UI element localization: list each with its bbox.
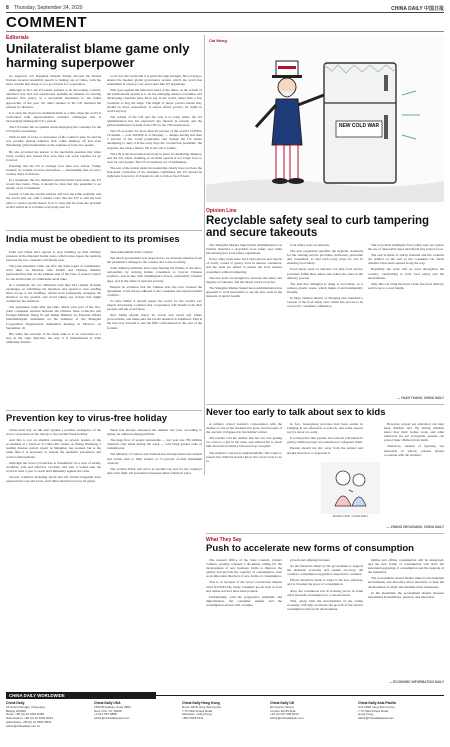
paragraph: The Ministry of Culture and Tourism has already instructed cultural and tourist sites to limit visitors at 75 percent of their maximum capacity. [107,452,202,465]
paragraph: China must stay on full alert against a possible resurgence of the novel coronavirus in the run-up to the Golden Week holiday. [6,428,101,437]
footer-line: Unit 1818, Hing Wai Centre, [358,704,396,709]
paragraph: The reform of the UN and the way it is today where the US administration has not expressed any interest in reform, and the global multilateral system at the UN for the 75th anniversary. [107,114,202,128]
sex-education-illustration [321,462,380,514]
prevention-body-col2 [107,428,202,686]
story-divider [206,533,444,534]
paragraph: Some Indian politicians have been fanning the flames of the ultra-nationalists by inciting Indian consumers to boycott Chinese products, and in line with Washington's moves, particularly Chinese apps, and in the name of national security. [107,266,202,283]
paragraph: To New Delhi: it should assure the world for the world's two largest developing countries that cooperation will benefit both their peoples and the world more. [107,298,202,312]
never-body-col1 [206,422,282,522]
editorial-headline: Unilateralist blame game only harming superpower [6,41,190,70]
opinion-kicker: Opinion Line [206,208,237,214]
paragraph: food safety seals on takeouts. [290,243,330,247]
push-body-col2 [287,558,363,686]
header-rule [6,12,444,13]
paragraph: The government should further improve the business environment and introduce more measures to help the development of small and medium-sized businesses. [368,576,444,589]
paragraph: The huge flow of people nationwide — last year saw 782 million domestic trips made during the week — will bring greater risks of transmission. [107,438,202,451]
recycle-body-col3 [368,243,444,393]
footer-line: +44 (0) 207 398 8270 [270,712,299,717]
paragraph: Sooner or later the world's nations will face the same problem, and the world will say with a united voice that the UN is still the best place to resolve global issues. So it is clear that he treats the problem as that which he is to blame everybody else for. [6,192,101,209]
footer-line: editor@chinadailyasia.com [358,716,394,721]
paragraph: However, proper sex education can help keep children safe. By letting children know how their bodies work, and what behaviors are not acceptable, parents can protect their children from harm. [384,422,444,443]
paragraph: Therefore, instead of ignoring sex education in school, parents should cooperate with the teachers. [384,444,444,457]
paragraph: The US leader felt no qualms about displaying his contempt for the UN and its resolutions. [6,125,101,134]
paragraph: New Delhi should honor its words and avoid any future provocations, and make sure the border situation is stabilized. That is the best way forward to end the fifth confrontation in the area of the frontier. [107,313,202,330]
paragraph: It is important that parents and schools join hands in giving children proper sex education to safeguard them. [287,436,363,445]
paragraph: The Modi government was suspected to be drawing attention from the pandemic's damage to the country and to the economy. [107,256,202,265]
footer-col-asia-pacific: China Daily Asia Pacific Unit 1818, Hing Wai Centre, 7 Tin Wan Praya Road, Hong Kong editor@chinadailyasia.com [358,702,444,721]
cartoon-credit: Cai Meng [209,38,227,43]
footer-line: Room 1818, Hing Wai Centre, [182,704,222,709]
paragraph: The Shanghai Market Supervision Administration on Sunday launched a recyclable food safety seal while introducing new food safety regulations. [206,243,282,256]
push-headline: Push to accelerate new forms of consumption [206,543,414,554]
cartoon-drawing [206,35,444,202]
footer-line: Advertising: +86 (0) 10 6491-8631 [6,719,52,724]
recycle-body-col1 [206,243,282,403]
paragraph: In fact, Guangdong province had been earlier in bringing in sex education at schools, and some experts say it's never too early. [287,422,363,435]
paragraph: The Shanghai Market Supervision Administration has appealed to local merchants to use the new seals in the interests of public health. [206,285,282,299]
paragraph: The new regulation specifies the hygienic standards for the catering service providers, deliverers, personnel and consumers, so that each party plays its role in ensuring food safety. [287,249,363,266]
paragraph: That goes against the historical trend of the times, as the reform of the international system is to let the emerging market economies and developing countries have more say in the world, rather than a few countries to hog the stage. The might of major powers means they should be more responsible. It cannot afford poverty for rights in world anyway. [107,88,202,113]
brand-name: CHINA DAILY 中国日报 [391,6,444,12]
recycle-byline: — YUAN YUANG, CHINA DAILY [396,396,444,400]
paragraph: The agreement came after the talks, which were part of the five-point consensus reached between the Chinese State Councilor and Foreign Minister Wang Yi and Indian Minister for External Affairs Subrahmanyam Jaishankar on the sidelines of the Shanghai Cooperation Organization ministerial meeting in Moscow on September 10. [6,305,101,330]
india-headline: India must be obedient to its promises [6,234,180,245]
paragraph: It is clear the choice for multilateralism at a time when the world is confronted with unprecedented common challenges that is increasingly making the US a pariah. [6,110,101,123]
paragraph: Undoubtedly, with the progressive pandemic and digitalization, the consumer market and the consumption service will continue. [206,594,282,607]
paragraph: India and China have agreed to stop building up their military presence in the disputed border areas, which raises hopes the tensions between the two countries will finally ease. [6,250,101,263]
paragraph: And this is not an alarmist warning, as several leaders of the economists at a 'teach-in' to China this winter, as Zhang Wenhong, a leading disease control expert in Shanghai, has warned, but at the same time it is necessary to sustain the epidemic prevention and control achievements. [6,438,101,459]
paragraph: A primary school teacher's conversation with the mother of one of her students has gone viral because of the reaction it triggered in the mother's mind. [206,422,282,435]
paragraph: Despite no evidence that the Chinese side has ever violated the agreement, it has always adhered to the consensus and rejected armed conflicts. [107,284,202,297]
paragraph: Also, the continuous rise in housing prices in some cities has held consumption to a certain extent. [287,588,363,597]
paragraph: Online and offline consumption will be integrated, and the new forms of consumption will drive the sustained upgrading of consumption and the upgrade of the industries. [368,558,444,575]
paragraph: Only this can bring the level of the fast-food delivery service up to a new height. [368,281,444,290]
paragraph: Food safety seals on takeouts can help food service providers fulfill their duties and reduce the risks in the delivery process. [287,267,363,280]
footer-line: London EC4N 6HA [270,708,296,713]
paragraph: Although in fact, the US leader seemed to be advocating a strictly unrelated way that was enormously harmful, he insisted on viewing America first policy as a successful alternative to the failed approaches of the past. No other speaker at the UN matched his passion for division. [6,88,101,109]
paragraph: The UN is the most important body in place for mediating disputes, and the US, while claiming as its main speech is not forget how to treat its own people. The US accusations are of selfishness. [107,151,202,164]
push-body-col1 [206,558,282,686]
india-body-col1 [6,250,101,405]
paragraph: Efforts should be made to adapt to the new situation, and to broaden the space of consumption. [287,578,363,587]
story-divider [6,410,202,411]
paragraph: Although the novel coronavirus is transmitted via a host of widely available, safe and effective vaccines, and said it would take the world at least a year to reach herd immunity against the virus. [6,460,101,473]
paragraph: The General Office of the State Council, China's Cabinet, recently released a document calling for the development of new business forms to improve the quality and provide the capacity of consumption, seen as an important direction of new forms of consumption. [206,558,282,579]
prevention-headline: Prevention key to virus-free holiday [6,413,168,424]
paragraph: The mother's concern is understandable. She wants to protect her child but doesn't know the correct way to do so. [206,450,282,463]
paragraph: In a statement, the two militaries said they had candid, in-depth exchanges on stabilizing the situation, and agreed to stop sending more troops to the frontline, refrain from unilaterally changing the situation on the ground, and avoid taking any actions that might complicate the situation. [6,282,101,304]
footer-line: Subscription: +86 (0) 10 6491-8631 [6,716,54,721]
paragraph: This, along with the development of the online economy, will help accelerate the growth of the service consumption and social development. [287,598,363,611]
paragraph: With no hint of irony or awareness of his country's past, he said he was proudly putting America first, while shutting off and even threatening global institutions at the expense of forty-two people. [6,135,101,148]
paragraph: to all over the world and it is peace through strength. He is trying to shatter the modern global governance system, which the world has established at a heavy cost, and would like US hegemony. [107,74,202,87]
footer-col-hong-kong: China Daily Hong Kong Room 1818, Hing Wai Centre, 7 Tin Wan Praya Road, Aberdeen, Hong Kong +852 2518 5111 [182,702,262,721]
editorial-body-col2 [107,74,202,226]
footer-line: 1500 Broadway, Suite 2800, [94,704,132,709]
never-body-col2 [287,422,363,462]
paragraph: Week had already surpassed the number last year, according to Qunar, an online booking platform. [107,428,202,437]
never-headline: Never too early to talk about sex to kids [206,407,386,418]
story-divider [206,404,444,405]
prevention-body-col1 [6,428,101,686]
column-divider [204,35,205,475]
paragraph: Every other week there have been photos and reports of overly coated or greasy food in takeout containers, and the seals are aimed to ensure the food reaches consumers without tampering. [206,257,282,274]
paragraph: In a statement, the two ministers said that had it been alone, the US would fare better. Thus, it should be clear that this pandemic is an enemy of all of mankind. [6,178,101,191]
push-byline: — ECONOMIC INFORMATION DAILY [389,680,444,684]
footer-col-china-daily: China Daily 15 Huixin Dongjie, Chaoyang, Beijing 100029 News: +86 (0) 10 6491-8366 Subscription: +86 (0) 10 6491-8631 Advertising: +86 (0) 10 6491-8631 editor@chinadaily.com.cn [6,702,86,729]
section-title: COMMENT [6,14,87,31]
paragraph: Ensuring that the US is stronger now than ever before, Trump boasted, no wonder we have had before — and kinship: that we run a country that's in distress. [6,163,101,176]
paragraph: As the measures taken by the government to support the domestic economy and sustain recovery, the country's consumption upgrade is expected to continue. [287,564,363,577]
footer-line: editor@chinadailyusa.com [94,716,130,721]
paragraph: The teacher told the mother that her son was getting too close to a girl in his class, and advised her to teach him about the boundary between boys and girls. [206,436,282,449]
cartoon-sign: NEW COLD WAR [338,123,380,129]
what-they-say-kicker: What They Say [206,537,242,543]
illustration-credit: ZHONG JINYE / CHINA DAILY [332,515,369,518]
never-byline: — ZHANG ZHOUXIANG, CHINA DAILY [386,525,444,529]
footer-line: Beijing 100029 [6,708,26,713]
paragraph: Several countries including Spain and the United Kingdom have experienced a second wave, and China should not lower its guard. [6,474,101,484]
paragraph: The rest of the nation under his leadership clearly does not have the first-hand conviction of the mistakes committed, the US should be right here forward to if it heeds its call to follow the US lead. [107,165,202,179]
editorials-kicker: Editorials [6,35,29,41]
footer-line: editor@chinadailyuk.com [270,716,304,721]
footer-col-uk: China Daily UK 90 Cannon Street, London EC4N 6HA +44 (0) 207 398 8270 editor@chinadailyuk.com [270,702,350,721]
footer-line: New York, NY 10036 [94,708,122,713]
paragraph: The joint statement came out after the sixth round of commander-level talks on Monday, after Indian and Chinese military representatives met on the Chinese side of the Line of Actual Control for the sixth round of commander-level talks. [6,264,101,281]
footer-line: 90 Cannon Street, [270,704,295,709]
paragraph: But while the outcome of the latest talks is to be welcomed as a step in the right direction, the way it is implemented is what ultimately matters. [6,331,101,344]
footer-line: Hong Kong [358,712,374,717]
paragraph: growth and aligning incomes. [290,558,331,562]
push-body-col3 [368,558,444,678]
paragraph: As expected, US President Donald Trump devoted his United Nations General Assembly speech to lashing out at China, with the more volatile that doing so is a good basis for cooperation. [6,74,101,87]
paragraph: The seal that Shanghai is using is recyclable, so it reduces plastic waste, which makes it environmentally friendly. [287,281,363,294]
editorial-body-col1 [6,74,101,226]
recycle-body-col2 [287,243,363,403]
paragraph: He also provided the answer to the inevitable question that when every country just looked first, how they can work together we go forward. [6,149,101,162]
footer-line: 15 Huixin Dongjie, Chaoyang, [6,704,46,709]
paragraph: The recyclable intelligent food safety seal can reduce the use of disposable tapes and effectively protect food. [368,243,444,252]
paragraph: The US accounts for more than 20 percent of the world's COVID-19 deaths — over 200,000 as of Monday — despite having less than 5 percent of the world population, and though the US leader attempting to deny it in the early days the coronavirus pandemic, the response has been a failure. He is the one to blame. [107,129,202,150]
footer-col-usa: China Daily USA 1500 Broadway, Suite 2800, New York, NY 10036 +1 212 537 8888 editor@chinadailyusa.com [94,702,174,721]
footer-bar: CHINA DAILY WORLDWIDE [6,692,156,699]
paragraph: In the meantime, the government should increase investment in healthcare, pension, and education. [368,590,444,599]
story-divider [6,230,202,231]
paragraph: ultra-nationalism in the country. [110,250,154,254]
paragraph: Parents should not shy away from the subject and should learn how to approach it. [287,446,363,455]
footer-line: +1 212 537 8888 [94,712,117,717]
editorial-cartoon [206,35,444,202]
india-body-col2 [107,250,202,405]
masthead-footer [6,692,444,742]
paragraph: The Golden Week will serve as another big test for the country's anti-virus fight. All prevention measures must remain in place. [107,466,202,475]
page-number: 8 [6,5,9,11]
footer-rule [156,695,444,696]
paragraph: This is so because of the novel coronavirus disease 2019 (COVID-19), many consumer goods such as food and online services have been popular. [206,580,282,593]
footer-line: News: +86 (0) 10 6491-8366 [6,712,45,717]
footer-line: +852 2518 5111 [182,716,204,721]
recycle-headline: Recyclable safety seal to curb tampering and secure takeouts [206,215,430,240]
paragraph: Hopefully the seals will be used throughout the country, contributing to both food safety and the environment. [368,267,444,280]
footer-line: 7 Tin Wan Praya Road, [182,708,213,713]
section-rule [6,31,444,32]
footer-line: editor@chinadaily.com.cn [6,723,41,728]
paragraph: The seal is made of sturdy material and the contents are printed on the seal so the consumer can check whether it has been opened along the way. [368,253,444,266]
issue-date: Thursday, September 24, 2020 [14,5,83,11]
paragraph: The new seals are designed to increase the safety and hygiene of takeouts, and the labels can be recycled. [206,275,282,284]
paragraph: In May, Taizhou district of Zhejiang also launched a version of the food safety seal, which has proved to be a boost for consumer confidence. [287,296,363,309]
footer-line: 7 Tin Wan Praya Road, [358,708,389,713]
illustration-drawing [321,462,380,514]
never-body-col3 [384,422,444,522]
footer-line: Aberdeen, Hong Kong [182,712,212,717]
